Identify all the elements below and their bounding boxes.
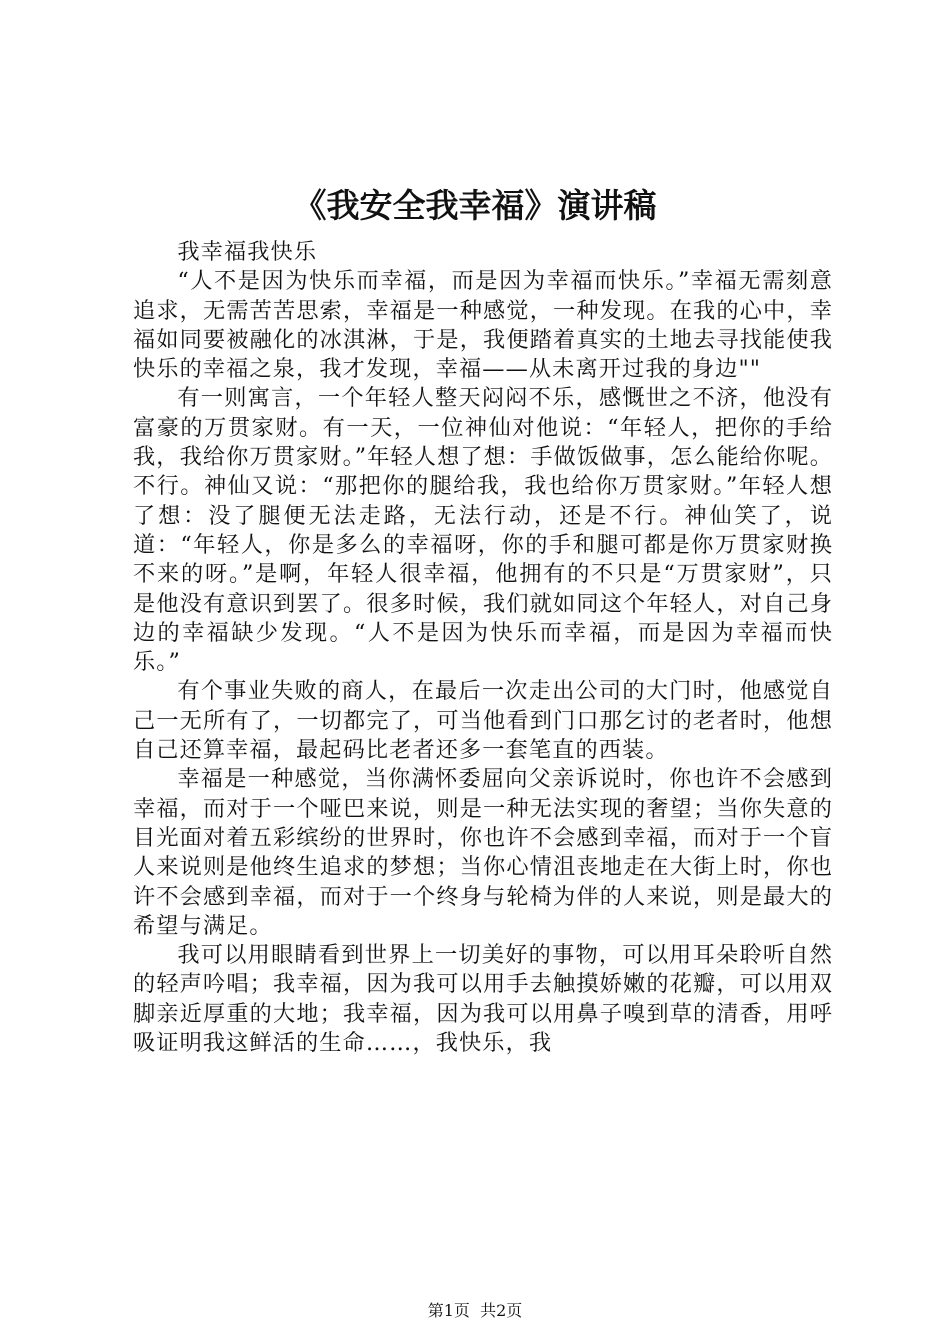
body-paragraph: 我可以用眼睛看到世界上一切美好的事物，可以用耳朵聆听自然的轻声吟唱；我幸福，因为我可以用手去触摸娇嫩的花瓣，可以用双脚亲近厚重的大地；我幸福，因为我可以用鼻子嗅到草的清香，用呼吸证明我这鲜活的生命……，我快乐，我 <box>133 942 833 1057</box>
subtitle-paragraph: 我幸福我快乐 <box>177 239 318 265</box>
body-paragraph: “人不是因为快乐而幸福，而是因为幸福而快乐。”幸福无需刻意追求，无需苦苦思索，幸福是一种感觉，一种发现。在我的心中，幸福如同要被融化的冰淇淋，于是，我便踏着真实的土地去寻找能使我快乐的幸福之泉，我才发现，幸福——从未离开过我的身边"" <box>133 268 833 383</box>
body-paragraph: 有个事业失败的商人，在最后一次走出公司的大门时，他感觉自己一无所有了，一切都完了，可当他看到门口那乞讨的老者时，他想自己还算幸福，最起码比老者还多一套笔直的西装。 <box>133 678 833 764</box>
page-footer <box>0 1300 950 1322</box>
page-total: 共2页 <box>480 1301 523 1320</box>
document-body <box>133 238 833 1058</box>
body-paragraph: 有一则寓言，一个年轻人整天闷闷不乐，感慨世之不济，他没有富豪的万贯家财。有一天，一位神仙对他说：“年轻人，把你的手给我，我给你万贯家财。”年轻人想了想：手做饭做事，怎么能给你呢。不行。神仙又说：“那把你的腿给我，我也给你万贯家财。”年轻人想了想：没了腿便无法走路，无法行动，还是不行。神仙笑了，说道：“年轻人，你是多么的幸福呀，你的手和腿可都是你万贯家财换不来的呀。”是啊，年轻人很幸福，他拥有的不只是“万贯家财”，只是他没有意识到罢了。很多时候，我们就如同这个年轻人，对自己身边的幸福缺少发现。“人不是因为快乐而幸福，而是因为幸福而快乐。” <box>133 385 833 676</box>
body-paragraph: 幸福是一种感觉，当你满怀委屈向父亲诉说时，你也许不会感到幸福，而对于一个哑巴来说，则是一种无法实现的奢望；当你失意的目光面对着五彩缤纷的世界时，你也许不会感到幸福，而对于一个盲人来说则是他终生追求的梦想；当你心情沮丧地走在大街上时，你也许不会感到幸福，而对于一个终身与轮椅为伴的人来说，则是最大的希望与满足。 <box>133 766 833 939</box>
page-number: 第1页 <box>427 1301 470 1320</box>
document-title: 《我安全我幸福》演讲稿 <box>293 186 657 225</box>
